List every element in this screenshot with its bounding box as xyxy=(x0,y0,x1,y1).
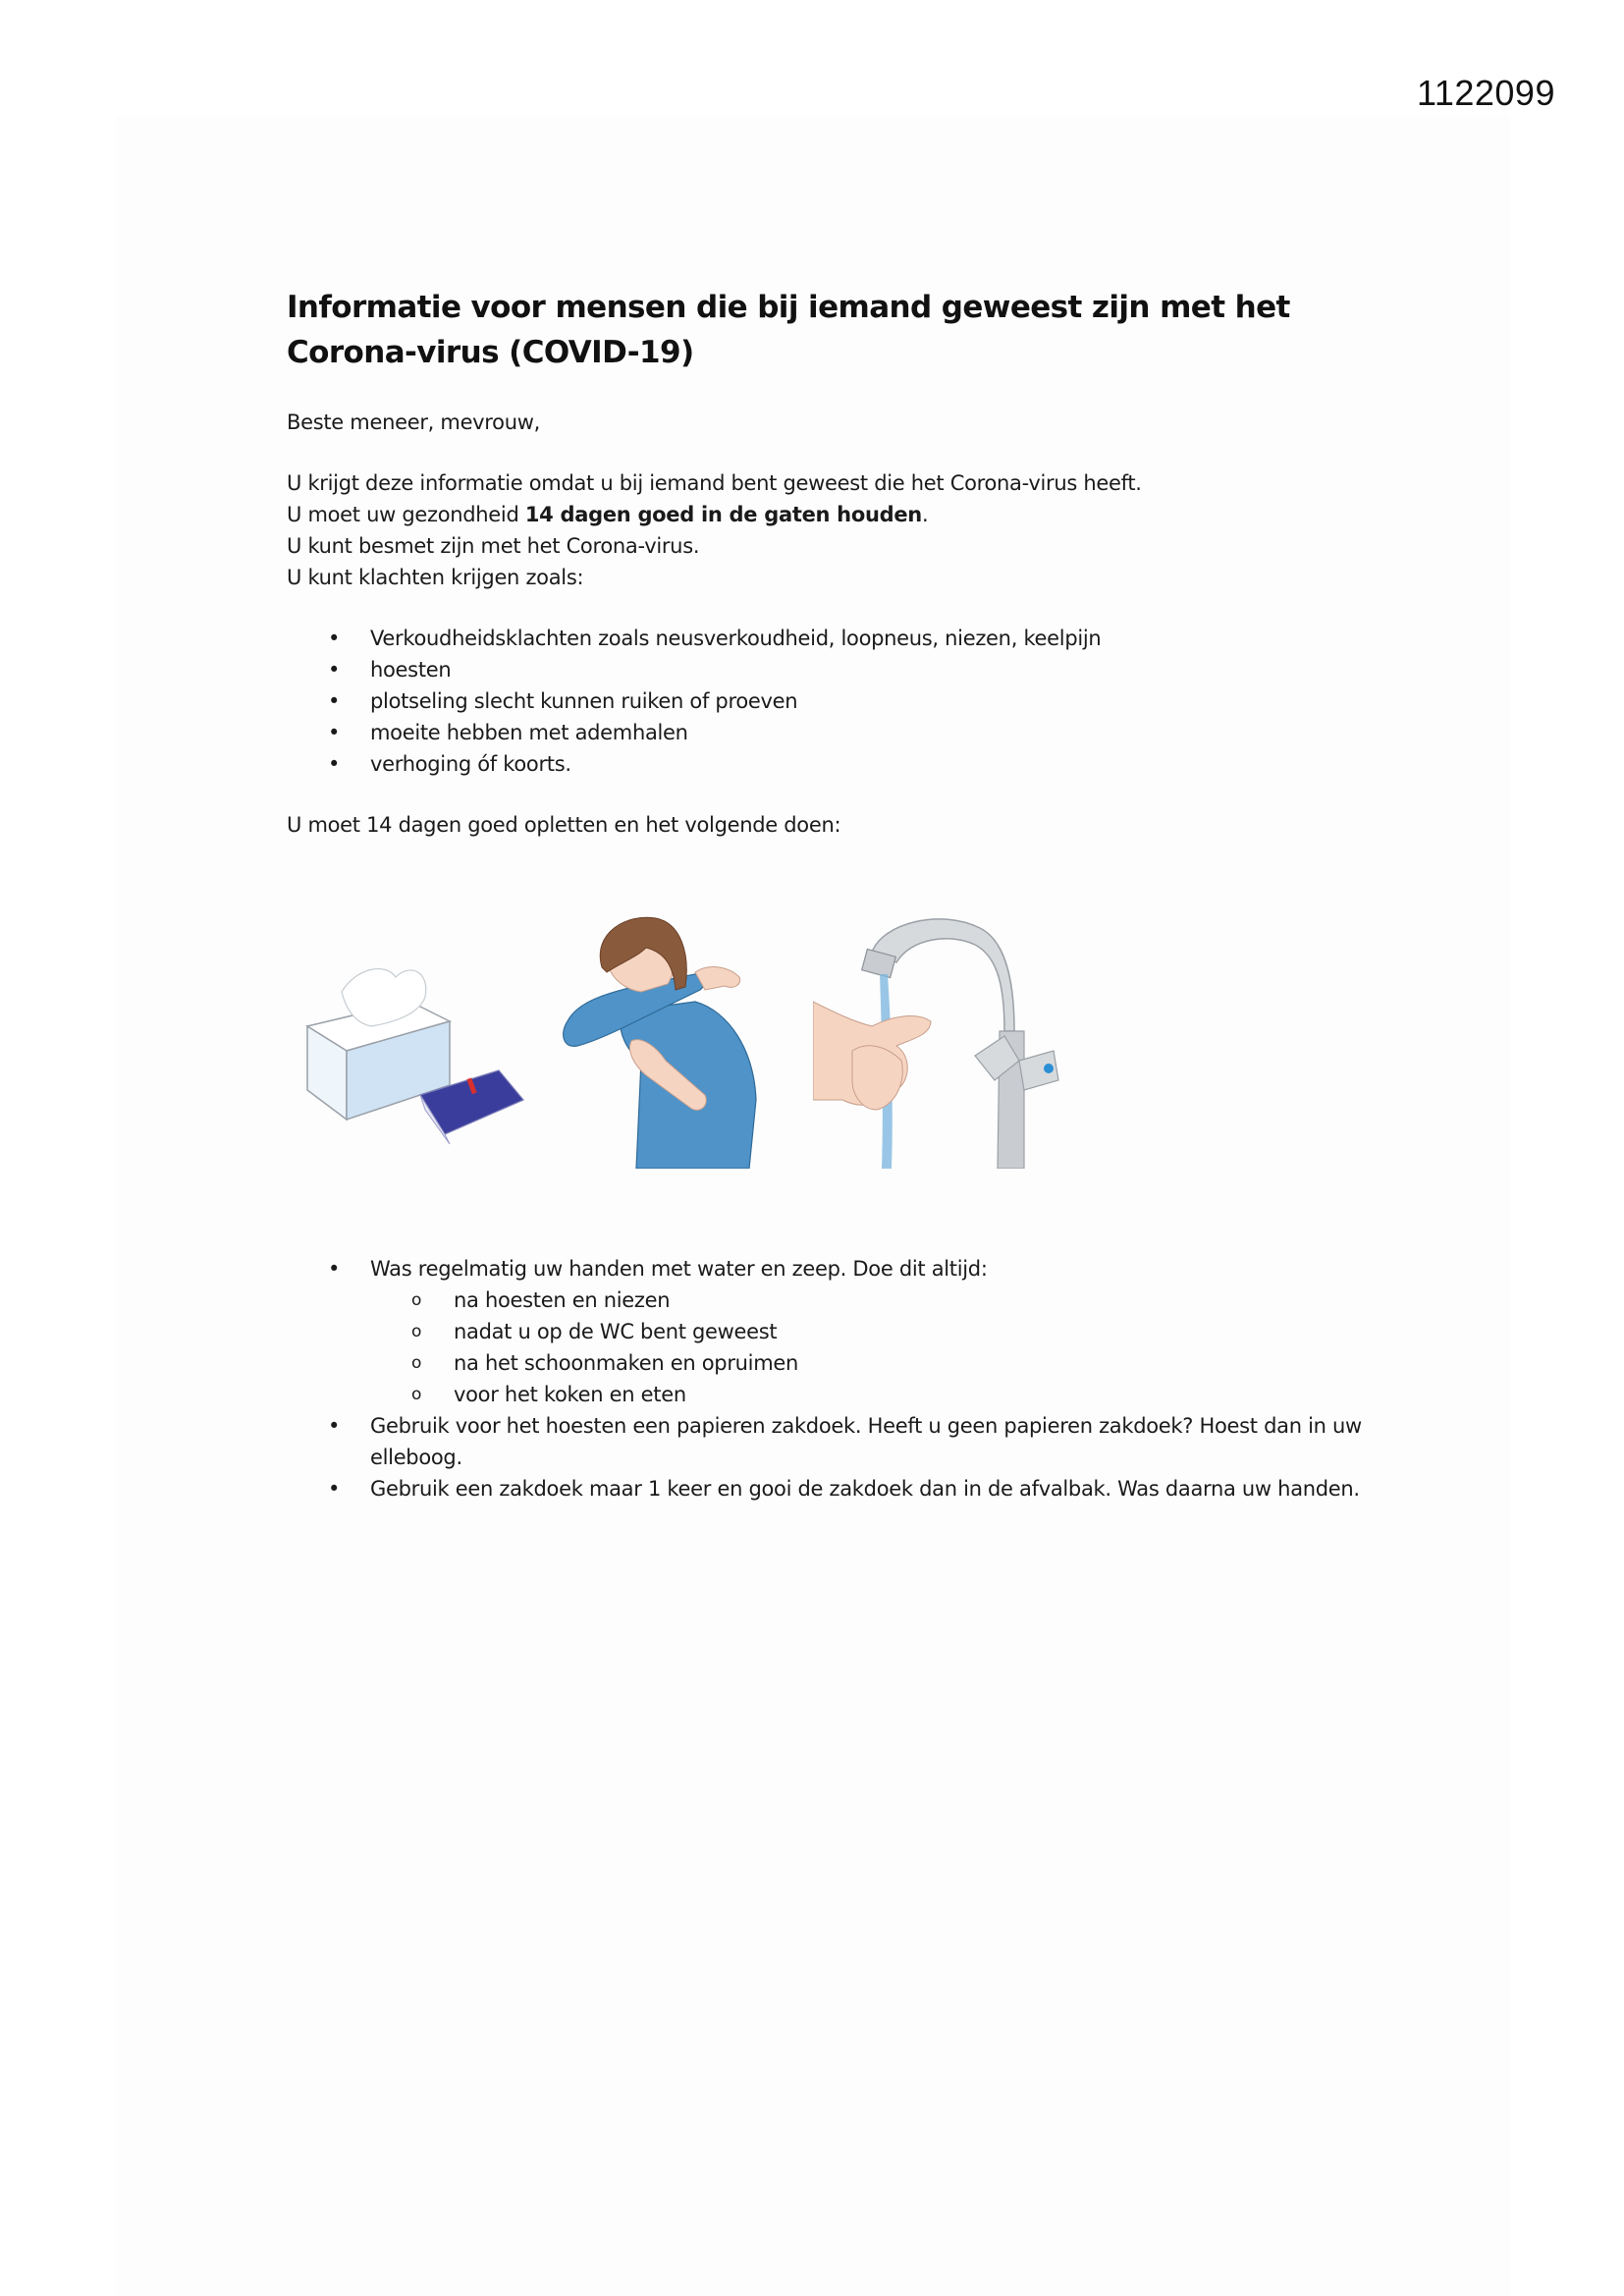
list-item xyxy=(287,1253,1367,1410)
bullet-icon: • xyxy=(328,1477,341,1501)
symptom-text: plotseling slecht kunnen ruiken of proeven xyxy=(370,689,798,713)
tissue-box-illustration xyxy=(302,953,548,1149)
cough-in-elbow-illustration xyxy=(548,913,774,1169)
bullet-icon: • xyxy=(328,689,341,713)
list-item xyxy=(287,1410,1367,1473)
intro-line-2-bold: 14 dagen goed in de gaten houden xyxy=(524,503,922,526)
illustrations xyxy=(295,913,1159,1169)
list-item xyxy=(287,685,1367,717)
list-item xyxy=(287,654,1367,685)
list-item xyxy=(287,748,1367,780)
actions-list xyxy=(287,1253,1367,1504)
list-item xyxy=(287,717,1367,748)
symptom-text: hoesten xyxy=(370,658,452,682)
circle-bullet-icon: o xyxy=(411,1290,422,1310)
sub-item-text: voor het koken en eten xyxy=(454,1383,686,1406)
action-dispose-text: Gebruik een zakdoek maar 1 keer en gooi de zakdoek dan in de afvalbak. Was daarna uw handen. xyxy=(370,1477,1360,1501)
symptoms-list xyxy=(287,623,1367,780)
intro-line-4: U kunt klachten krijgen zoals: xyxy=(287,566,584,589)
bullet-icon: • xyxy=(328,1257,341,1281)
document-id: 1122099 xyxy=(1417,73,1555,113)
sub-list-item xyxy=(370,1316,1367,1347)
symptom-text: moeite hebben met ademhalen xyxy=(370,721,688,744)
sub-item-text: nadat u op de WC bent geweest xyxy=(454,1320,778,1343)
list-item xyxy=(287,623,1367,654)
hand-washing-illustration xyxy=(813,913,1157,1169)
bullet-icon: • xyxy=(328,1414,341,1438)
list-item xyxy=(287,1473,1367,1504)
circle-bullet-icon: o xyxy=(411,1385,422,1404)
action-tissue-text: Gebruik voor het hoesten een papieren zakdoek. Heeft u geen papieren zakdoek? Hoest dan in uw elleboog. xyxy=(370,1414,1362,1469)
symptom-text: Verkoudheidsklachten zoals neusverkoudheid, loopneus, niezen, keelpijn xyxy=(370,627,1102,650)
greeting: Beste meneer, mevrouw, xyxy=(287,410,540,434)
bullet-icon: • xyxy=(328,752,341,776)
intro-line-2-suffix: . xyxy=(921,503,929,526)
page-title: Informatie voor mensen die bij iemand geweest zijn met het Corona-virus (COVID-19) xyxy=(287,290,1290,370)
symptom-text: verhoging óf koorts. xyxy=(370,752,571,776)
bullet-icon: • xyxy=(328,721,341,744)
intro-line-1: U krijgt deze informatie omdat u bij iemand bent geweest die het Corona-virus heeft. xyxy=(287,471,1142,495)
bullet-icon: • xyxy=(328,627,341,650)
instructions-lead: U moet 14 dagen goed opletten en het volgende doen: xyxy=(287,813,841,837)
bullet-icon: • xyxy=(328,658,341,682)
circle-bullet-icon: o xyxy=(411,1353,422,1373)
document-body xyxy=(287,285,1367,841)
intro-line-2 xyxy=(287,499,1367,530)
sub-list-item xyxy=(370,1347,1367,1379)
wash-sub-list xyxy=(370,1285,1367,1410)
sub-list-item xyxy=(370,1285,1367,1316)
action-wash-text: Was regelmatig uw handen met water en zeep. Doe dit altijd: xyxy=(370,1257,988,1281)
circle-bullet-icon: o xyxy=(411,1322,422,1341)
intro-paragraph xyxy=(287,467,1367,593)
intro-line-3: U kunt besmet zijn met het Corona-virus. xyxy=(287,534,700,558)
sub-item-text: na het schoonmaken en opruimen xyxy=(454,1351,798,1375)
sub-item-text: na hoesten en niezen xyxy=(454,1288,671,1312)
intro-line-2-prefix: U moet uw gezondheid xyxy=(287,503,525,526)
sub-list-item xyxy=(370,1379,1367,1410)
